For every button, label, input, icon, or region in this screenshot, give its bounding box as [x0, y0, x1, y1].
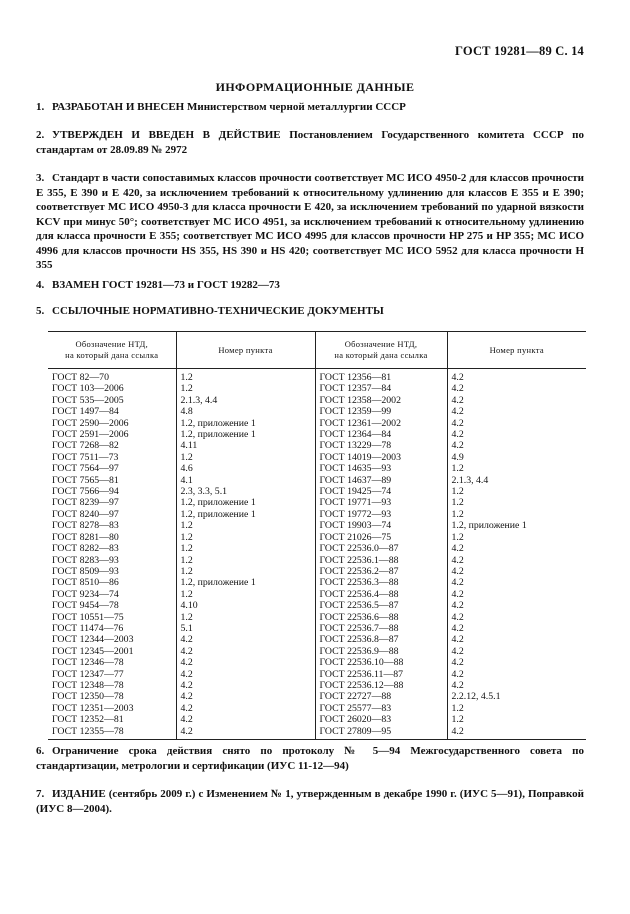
cell-document: ГОСТ 12364—84 [315, 429, 447, 440]
table-row [48, 623, 586, 634]
cell-item: 4.2 [451, 372, 464, 383]
cell-document: ГОСТ 11474—76 [48, 623, 176, 634]
cell-item: 4.2 [451, 679, 464, 691]
cell-item: 4.2 [176, 726, 315, 740]
cell-document: ГОСТ 14635—93 [315, 463, 447, 474]
cell-item: 4.1 [176, 475, 315, 486]
cell-item: 4.2 [176, 634, 315, 645]
cell-item: 1.2 [176, 383, 315, 394]
cell-document: ГОСТ 7564—97 [48, 463, 176, 474]
column-header-document [315, 332, 447, 369]
section-5 [36, 304, 584, 319]
cell-document: ГОСТ 7565—81 [48, 475, 176, 486]
section-number: 6. [36, 745, 45, 757]
table-row [48, 555, 586, 566]
table-row [48, 714, 586, 725]
cell-item: 4.2 [176, 669, 315, 680]
table-row [48, 726, 586, 740]
section-6 [36, 744, 584, 773]
cell-item: 4.2 [451, 577, 464, 589]
cell-item: 4.2 [176, 657, 315, 668]
section-number: 4. [36, 279, 45, 291]
cell-item: 1.2 [451, 463, 464, 475]
cell-item: 2.2.12, 4.5.1 [451, 691, 501, 703]
cell-document: ГОСТ 22727—88 [315, 691, 447, 702]
table-row [48, 383, 586, 394]
cell-document: ГОСТ 7566—94 [48, 486, 176, 497]
cell-document: ГОСТ 19903—74 [315, 520, 447, 531]
cell-document: ГОСТ 19771—93 [315, 497, 447, 508]
table-row [48, 657, 586, 668]
section-heading: ИЗДАНИЕ [52, 788, 106, 800]
cell-item: 4.2 [451, 622, 464, 634]
cell-item: 1.2 [176, 589, 315, 600]
cell-document: ГОСТ 19425—74 [315, 486, 447, 497]
section-number: 7. [36, 788, 45, 800]
cell-document: ГОСТ 7511—73 [48, 452, 176, 463]
cell-document: ГОСТ 8281—80 [48, 532, 176, 543]
table-row [48, 452, 586, 463]
cell-document: ГОСТ 12351—2003 [48, 703, 176, 714]
cell-document: ГОСТ 12344—2003 [48, 634, 176, 645]
cell-document: ГОСТ 12357—84 [315, 383, 447, 394]
table-header-row [48, 332, 586, 369]
cell-document: ГОСТ 22536.7—88 [315, 623, 447, 634]
cell-document: ГОСТ 26020—83 [315, 714, 447, 725]
table-row [48, 509, 586, 520]
cell-document: ГОСТ 22536.4—88 [315, 589, 447, 600]
cell-item: 1.2 [176, 369, 315, 384]
cell-item: 4.2 [451, 383, 464, 395]
section-text: Постановлением Государственного комитета СССР по стандартам от 28.09.89 № 2972 [36, 129, 585, 156]
table-row [48, 418, 586, 429]
section-7 [36, 787, 584, 816]
table-row [48, 669, 586, 680]
cell-item: 4.2 [176, 703, 315, 714]
cell-document: ГОСТ 22536.1—88 [315, 555, 447, 566]
cell-document: ГОСТ 12345—2001 [48, 646, 176, 657]
table-row [48, 646, 586, 657]
cell-item: 4.10 [176, 600, 315, 611]
section-text: Стандарт в части сопоставимых классов прочности соответствует МС ИСО 4950-2 для классов прочности Е 355, Е 390 и Е 420, за исключением требований к относительному удлинению для классов Е 355 и Е 390; соответствует МС ИСО 4950-3 для класса прочности Е 420, за исключением требований по ударной вязкости KCV при минус 50°; соответствует МС ИСО 4951, за исключением требований к относительному удлинению для класса прочности Е 355; соответствует МС ИСО 4995 для классов прочности HP 275 и HP 355; МС ИСО 4996 для классов прочности HS 355, HS 390 и HS 420; соответствует МС ИСО 5952 для класса прочности Н 355 [36, 172, 584, 271]
cell-item: 4.2 [451, 406, 464, 418]
cell-item: 1.2, приложение 1 [176, 509, 315, 520]
cell-item: 2.3, 3.3, 5.1 [176, 486, 315, 497]
cell-document: ГОСТ 1497—84 [48, 406, 176, 417]
cell-document: ГОСТ 22536.10—88 [315, 657, 447, 668]
cell-item: 4.2 [451, 634, 464, 646]
cell-item: 1.2 [176, 566, 315, 577]
table-row [48, 486, 586, 497]
cell-document: ГОСТ 22536.12—88 [315, 680, 447, 691]
table-row [48, 600, 586, 611]
cell-document: ГОСТ 21026—75 [315, 532, 447, 543]
section-number: 2. [36, 129, 45, 141]
cell-document: ГОСТ 7268—82 [48, 440, 176, 451]
cell-document: ГОСТ 14019—2003 [315, 452, 447, 463]
section-number: 3. [36, 172, 45, 184]
cell-item: 1.2 [176, 532, 315, 543]
section-4 [36, 278, 584, 293]
cell-document: ГОСТ 12361—2002 [315, 418, 447, 429]
cell-item: 4.2 [451, 417, 464, 429]
cell-document: ГОСТ 103—2006 [48, 383, 176, 394]
cell-document: ГОСТ 8278—83 [48, 520, 176, 531]
section-heading: УТВЕРЖДЕН И ВВЕДЕН В ДЕЙСТВИЕ [52, 129, 281, 141]
cell-item: 1.2 [451, 714, 464, 726]
cell-item: 1.2 [176, 520, 315, 531]
table-row [48, 395, 586, 406]
cell-item: 1.2, приложение 1 [176, 418, 315, 429]
cell-document: ГОСТ 12355—78 [48, 726, 176, 740]
cell-item: 1.2, приложение 1 [176, 429, 315, 440]
cell-document: ГОСТ 9454—78 [48, 600, 176, 611]
cell-item: 2.1.3, 4.4 [176, 395, 315, 406]
cell-document: ГОСТ 12359—99 [315, 406, 447, 417]
cell-item: 4.2 [451, 429, 464, 441]
cell-document: ГОСТ 12347—77 [48, 669, 176, 680]
section-text: Ограничение срока действия снято по протоколу № 5—94 Межгосударственного совета по стандартизации, метрологии и сертификации (ИУС 11-12—94) [36, 745, 584, 772]
table-row [48, 406, 586, 417]
cell-item: 1.2 [176, 555, 315, 566]
cell-item: 1.2 [176, 543, 315, 554]
cell-item: 4.6 [176, 463, 315, 474]
cell-document: ГОСТ 22536.0—87 [315, 543, 447, 554]
cell-item: 1.2 [176, 452, 315, 463]
table-row [48, 543, 586, 554]
cell-document: ГОСТ 8240—97 [48, 509, 176, 520]
column-header-item: Номер пункта [176, 332, 315, 369]
section-text: Министерством черной металлургии СССР [184, 101, 406, 113]
section-1 [36, 100, 584, 115]
cell-document: ГОСТ 12346—78 [48, 657, 176, 668]
table-row [48, 532, 586, 543]
cell-document: ГОСТ 12358—2002 [315, 395, 447, 406]
table-row [48, 369, 586, 384]
cell-document: ГОСТ 19772—93 [315, 509, 447, 520]
table-row [48, 497, 586, 508]
section-heading: ВЗАМЕН ГОСТ 19281—73 и ГОСТ 19282—73 [52, 279, 280, 291]
cell-item: 4.2 [451, 440, 464, 452]
cell-document: ГОСТ 13229—78 [315, 440, 447, 451]
section-number: 1. [36, 101, 45, 113]
header-line: Обозначение НТД, [344, 339, 418, 349]
cell-document: ГОСТ 22536.5—87 [315, 600, 447, 611]
cell-document: ГОСТ 535—2005 [48, 395, 176, 406]
cell-item: 1.2 [451, 702, 464, 714]
cell-item: 4.2 [451, 645, 464, 657]
cell-document: ГОСТ 12356—81 [315, 369, 447, 384]
table-row [48, 577, 586, 588]
header-line: на который дана ссылка [65, 350, 159, 360]
cell-document: ГОСТ 22536.9—88 [315, 646, 447, 657]
cell-item: 1.2 [451, 531, 464, 543]
cell-document: ГОСТ 8509—93 [48, 566, 176, 577]
table-body [48, 369, 586, 740]
cell-document: ГОСТ 12348—78 [48, 680, 176, 691]
section-2 [36, 128, 584, 157]
cell-item: 4.2 [451, 588, 464, 600]
table-row [48, 612, 586, 623]
cell-item: 4.2 [451, 565, 464, 577]
column-header-item: Номер пункта [447, 332, 586, 369]
cell-item: 4.2 [451, 611, 464, 623]
cell-item: 4.2 [451, 600, 464, 612]
cell-item: 4.2 [451, 657, 464, 669]
cell-document: ГОСТ 82—70 [48, 369, 176, 384]
cell-document: ГОСТ 10551—75 [48, 612, 176, 623]
cell-document: ГОСТ 25577—83 [315, 703, 447, 714]
cell-item: 1.2, приложение 1 [176, 577, 315, 588]
cell-item: 4.9 [451, 451, 464, 463]
table-row [48, 566, 586, 577]
section-heading: ССЫЛОЧНЫЕ НОРМАТИВНО-ТЕХНИЧЕСКИЕ ДОКУМЕНТЫ [52, 305, 384, 317]
table-row [48, 520, 586, 531]
cell-document: ГОСТ 8510—86 [48, 577, 176, 588]
cell-item: 4.2 [451, 394, 464, 406]
table-row [48, 589, 586, 600]
cell-item: 5.1 [176, 623, 315, 634]
cell-item: 4.8 [176, 406, 315, 417]
table-row [48, 680, 586, 691]
cell-item: 4.2 [451, 554, 464, 566]
cell-document: ГОСТ 22536.3—88 [315, 577, 447, 588]
cell-item: 4.2 [176, 691, 315, 702]
cell-document: ГОСТ 2591—2006 [48, 429, 176, 440]
running-header: ГОСТ 19281—89 С. 14 [455, 44, 584, 58]
cell-document: ГОСТ 22536.2—87 [315, 566, 447, 577]
cell-item: 1.2 [451, 497, 464, 509]
cell-document: ГОСТ 8283—93 [48, 555, 176, 566]
cell-document: ГОСТ 8282—83 [48, 543, 176, 554]
cell-document: ГОСТ 22536.6—88 [315, 612, 447, 623]
section-text: (сентябрь 2009 г.) с Изменением № 1, утвержденным в декабре 1990 г. (ИУС 5—91), Поправкой (ИУС 8—2004). [36, 788, 584, 815]
cell-item: 4.2 [176, 680, 315, 691]
table-row [48, 440, 586, 451]
table-row [48, 463, 586, 474]
column-header-document [48, 332, 176, 369]
header-line: Обозначение НТД, [75, 339, 149, 349]
table-row [48, 429, 586, 440]
cell-document: ГОСТ 27809—95 [315, 726, 447, 740]
cell-item: 1.2, приложение 1 [176, 497, 315, 508]
cell-item: 4.2 [451, 668, 464, 680]
cell-document: ГОСТ 12350—78 [48, 691, 176, 702]
cell-item: 1.2 [451, 508, 464, 520]
cell-document: ГОСТ 8239—97 [48, 497, 176, 508]
cell-item: 1.2 [176, 612, 315, 623]
cell-item: 4.2 [451, 543, 464, 555]
cell-item: 4.11 [176, 440, 315, 451]
section-3 [36, 171, 584, 273]
cell-item: 4.2 [447, 726, 586, 740]
section-number: 5. [36, 305, 45, 317]
cell-document: ГОСТ 12352—81 [48, 714, 176, 725]
cell-item: 1.2, приложение 1 [451, 520, 527, 532]
table-row [48, 475, 586, 486]
cell-item: 1.2 [451, 486, 464, 498]
cell-document: ГОСТ 2590—2006 [48, 418, 176, 429]
table-row [48, 703, 586, 714]
cell-document: ГОСТ 22536.8—87 [315, 634, 447, 645]
cell-document: ГОСТ 14637—89 [315, 475, 447, 486]
table-row [48, 634, 586, 645]
header-line: на который дана ссылка [334, 350, 428, 360]
cell-item: 4.2 [176, 646, 315, 657]
cell-item: 2.1.3, 4.4 [451, 474, 489, 486]
section-heading: РАЗРАБОТАН И ВНЕСЕН [52, 101, 185, 113]
cell-document: ГОСТ 22536.11—87 [315, 669, 447, 680]
reference-documents-table [48, 331, 586, 740]
cell-document: ГОСТ 9234—74 [48, 589, 176, 600]
table-row [48, 691, 586, 702]
page-title: ИНФОРМАЦИОННЫЕ ДАННЫЕ [215, 80, 415, 94]
cell-item: 4.2 [176, 714, 315, 725]
